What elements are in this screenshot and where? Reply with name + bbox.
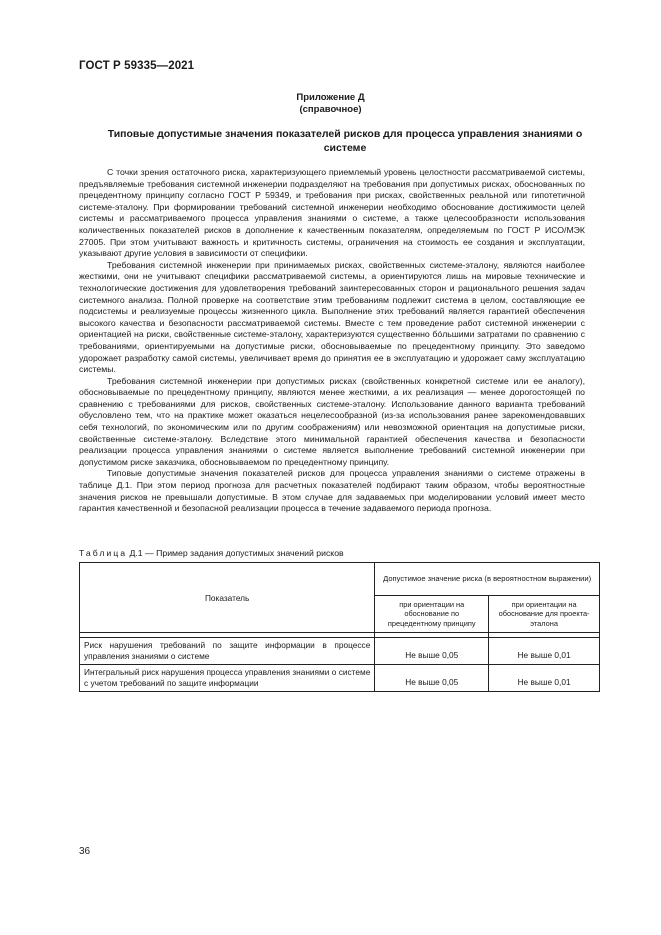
table-header-col1: при ориентации на обоснование по прецедентному принципу [375, 596, 489, 633]
table-header-group: Допустимое значение риска (в вероятностном выражении) [375, 563, 600, 596]
page-number: 36 [79, 846, 91, 857]
table-row [80, 638, 600, 665]
table-caption [79, 548, 344, 558]
table-caption-prefix: Таблица [79, 548, 128, 558]
table-row [80, 665, 600, 692]
table-cell-indicator: Риск нарушения требований по защите информации в процессе управления знаниями о системе [80, 638, 375, 665]
paragraph: С точки зрения остаточного риска, характеризующего приемлемый уровень целостности рассматриваемой системы, предъявляемые требования системной инженерии подразделяют на требования при допустимых рисках, обоснованных по прецедентному принципу согласно ГОСТ Р 59349, и требования при рисках, свойственных реальной или гипотетичной системе-эталону. При формировании требований системной инженерии необходимо обоснование достижимости целей системы и рассматриваемого процесса управления знаниями о системе, а также целесообразности использования количественных показателей рисков в дополнение к качественным показателям, определяемым по ГОСТ Р ИСО/МЭК 27005. При этом учитывают важность и критичность системы, ограничения на стоимость ее создания и эксплуатации, указывают другие условия в зависимости от специфики. [79, 167, 585, 259]
standard-code: ГОСТ Р 59335—2021 [79, 60, 195, 72]
appendix-title: Приложение Д [296, 92, 365, 103]
table-cell-value: Не выше 0,05 [375, 638, 489, 665]
appendix-subtitle: (справочное) [299, 104, 362, 115]
table-cell-indicator: Интегральный риск нарушения процесса управления знаниями о системе с учетом требований по защите информации [80, 665, 375, 692]
document-title: Типовые допустимые значения показателей рисков для процесса управления знаниями о системе [107, 128, 583, 154]
paragraph: Требования системной инженерии при допустимых рисках (свойственных конкретной системе или ее аналогу), обосновываемые по прецедентному принципу, являются менее жесткими, а их реализация — менее дорогостоящей по сравнению с требованиями для рисков, свойственных системе-эталону. Использование данного варианта требований обусловлено тем, что на практике может оказаться нецелесообразной (из-за использования ранее зарекомендовавших себя технологий, по экономическим или по другим соображениям) или невозможной ориентация на допустимые риски, свойственные системе-эталону. Вследствие этого минимальной гарантией обеспечения качества и безопасности реализации процесса управления знаниями о системе является выполнение требований системной инженерии при допустимом риске заказчика, обосновываемом по прецедентному принципу. [79, 375, 585, 467]
table-cell-value: Не выше 0,01 [489, 665, 600, 692]
body-text [79, 167, 585, 515]
table-header-col2: при ориентации на обоснование для проекта-эталона [489, 596, 600, 633]
risk-table [79, 562, 600, 692]
paragraph: Требования системной инженерии при принимаемых рисках, свойственных системе-эталону, являются наиболее жесткими, они не учитывают специфики рассматриваемой системы, а ориентируются лишь на мировые технические и технологические достижения для удовлетворения требований заинтересованных сторон и рационального решения задач системного анализа. Полной проверке на соответствие этим требованиям подлежит система в целом, составляющие ее подсистемы и реализуемые процессы жизненного цикла. Выполнение этих требований является гарантией обеспечения высокого качества и безопасности рассматриваемой системы. Вместе с тем проведение работ системной инженерии с ориентацией на риски, свойственные системе-эталону, характеризуются существенно бóльшими затратами по сравнению с требованиями, ориентируемыми на допустимые риски, обосновываемые по прецедентному принципу. Это заведомо удорожает разработку самой системы, увеличивает время до принятия ее в эксплуатацию и удорожает саму эксплуатацию системы. [79, 259, 585, 375]
paragraph: Типовые допустимые значения показателей рисков для процесса управления знаниями о системе отражены в таблице Д.1. При этом период прогноза для расчетных показателей подбирают таким образом, чтобы вероятностные значения рисков не превышали допустимые. В этом случае для задаваемых при моделировании условий имеет место гарантия качественной и безопасной реализации процесса в течение задаваемого периода прогноза. [79, 468, 585, 514]
table-caption-text: Д.1 — Пример задания допустимых значений рисков [127, 548, 344, 558]
table-cell-value: Не выше 0,05 [375, 665, 489, 692]
table-cell-value: Не выше 0,01 [489, 638, 600, 665]
table-header-indicator: Показатель [80, 563, 375, 633]
